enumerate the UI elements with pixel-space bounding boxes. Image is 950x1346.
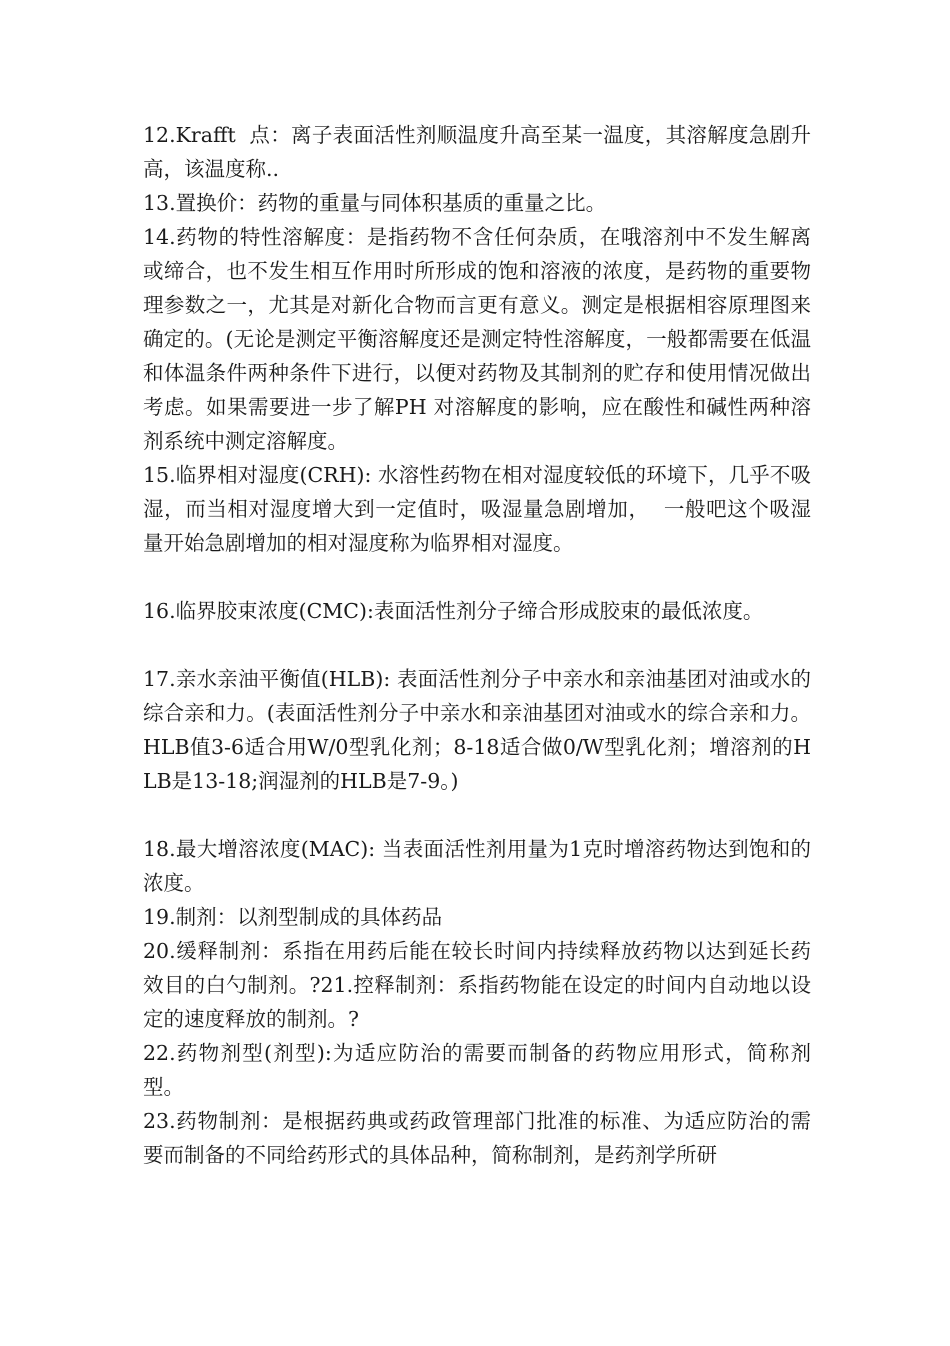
paragraph-spacer bbox=[143, 798, 811, 832]
term-20-sustained-release: 20.缓释制剂：系指在用药后能在较长时间内持续释放药物以达到延长药效目的白勺制剂。?21.控释制剂：系指药物能在设定的时间内自动地以设定的速度释放的制剂。? bbox=[143, 939, 811, 1031]
term-19-preparation: 19.制剂：以剂型制成的具体药品 bbox=[143, 905, 443, 929]
term-17-hlb: 17.亲水亲油平衡值(HLB): 表面活性剂分子中亲水和亲油基团对油或水的综合亲和力。(表面活性剂分子中亲水和亲油基团对油或水的综合亲和力。HLB值3-6适合用W/0型乳化剂；8-18适合做0/W型乳化剂；增溶剂的HLB是13-18;润湿剂的HLB是7-9。) bbox=[143, 667, 811, 793]
paragraph-spacer bbox=[143, 628, 811, 662]
term-23-pharmaceutical-preparation: 23.药物制剂：是根据药典或药政管理部门批准的标准、为适应防治的需要而制备的不同给药形式的具体品种，简称制剂，是药剂学所研 bbox=[143, 1109, 811, 1167]
term-12-krafft-point: 12.Krafft 点：离子表面活性剂顺温度升高至某一温度，其溶解度急剧升高，该温度称.. bbox=[143, 123, 811, 181]
paragraph-spacer bbox=[143, 560, 811, 594]
term-18-mac: 18.最大增溶浓度(MAC): 当表面活性剂用量为1克时增溶药物达到饱和的浓度。 bbox=[143, 837, 811, 895]
document-body bbox=[143, 118, 811, 1172]
term-13-displacement-value: 13.置换价：药物的重量与同体积基质的重量之比。 bbox=[143, 191, 607, 215]
term-22-dosage-form: 22.药物剂型(剂型):为适应防治的需要而制备的药物应用形式，简称剂型。 bbox=[143, 1041, 811, 1099]
term-14-intrinsic-solubility: 14.药物的特性溶解度：是指药物不含任何杂质，在哦溶剂中不发生解离或缔合，也不发生相互作用时所形成的饱和溶液的浓度，是药物的重要物理参数之一，尤其是对新化合物而言更有意义。测定是根据相容原理图来确定的。(无论是测定平衡溶解度还是测定特性溶解度，一般都需要在低温和体温条件两种条件下进行，以便对药物及其制剂的贮存和使用情况做出考虑。如果需要进一步了解PH 对溶解度的影响，应在酸性和碱性两种溶剂系统中测定溶解度。 bbox=[143, 225, 811, 453]
term-16-cmc: 16.临界胶束浓度(CMC):表面活性剂分子缔合形成胶束的最低浓度。 bbox=[143, 599, 764, 623]
term-15-critical-relative-humidity: 15.临界相对湿度(CRH): 水溶性药物在相对湿度较低的环境下，几乎不吸湿，而当相对湿度增大到一定值时，吸湿量急剧增加， 一般吧这个吸湿量开始急剧增加的相对湿度称为临界相对湿度。 bbox=[143, 463, 811, 555]
